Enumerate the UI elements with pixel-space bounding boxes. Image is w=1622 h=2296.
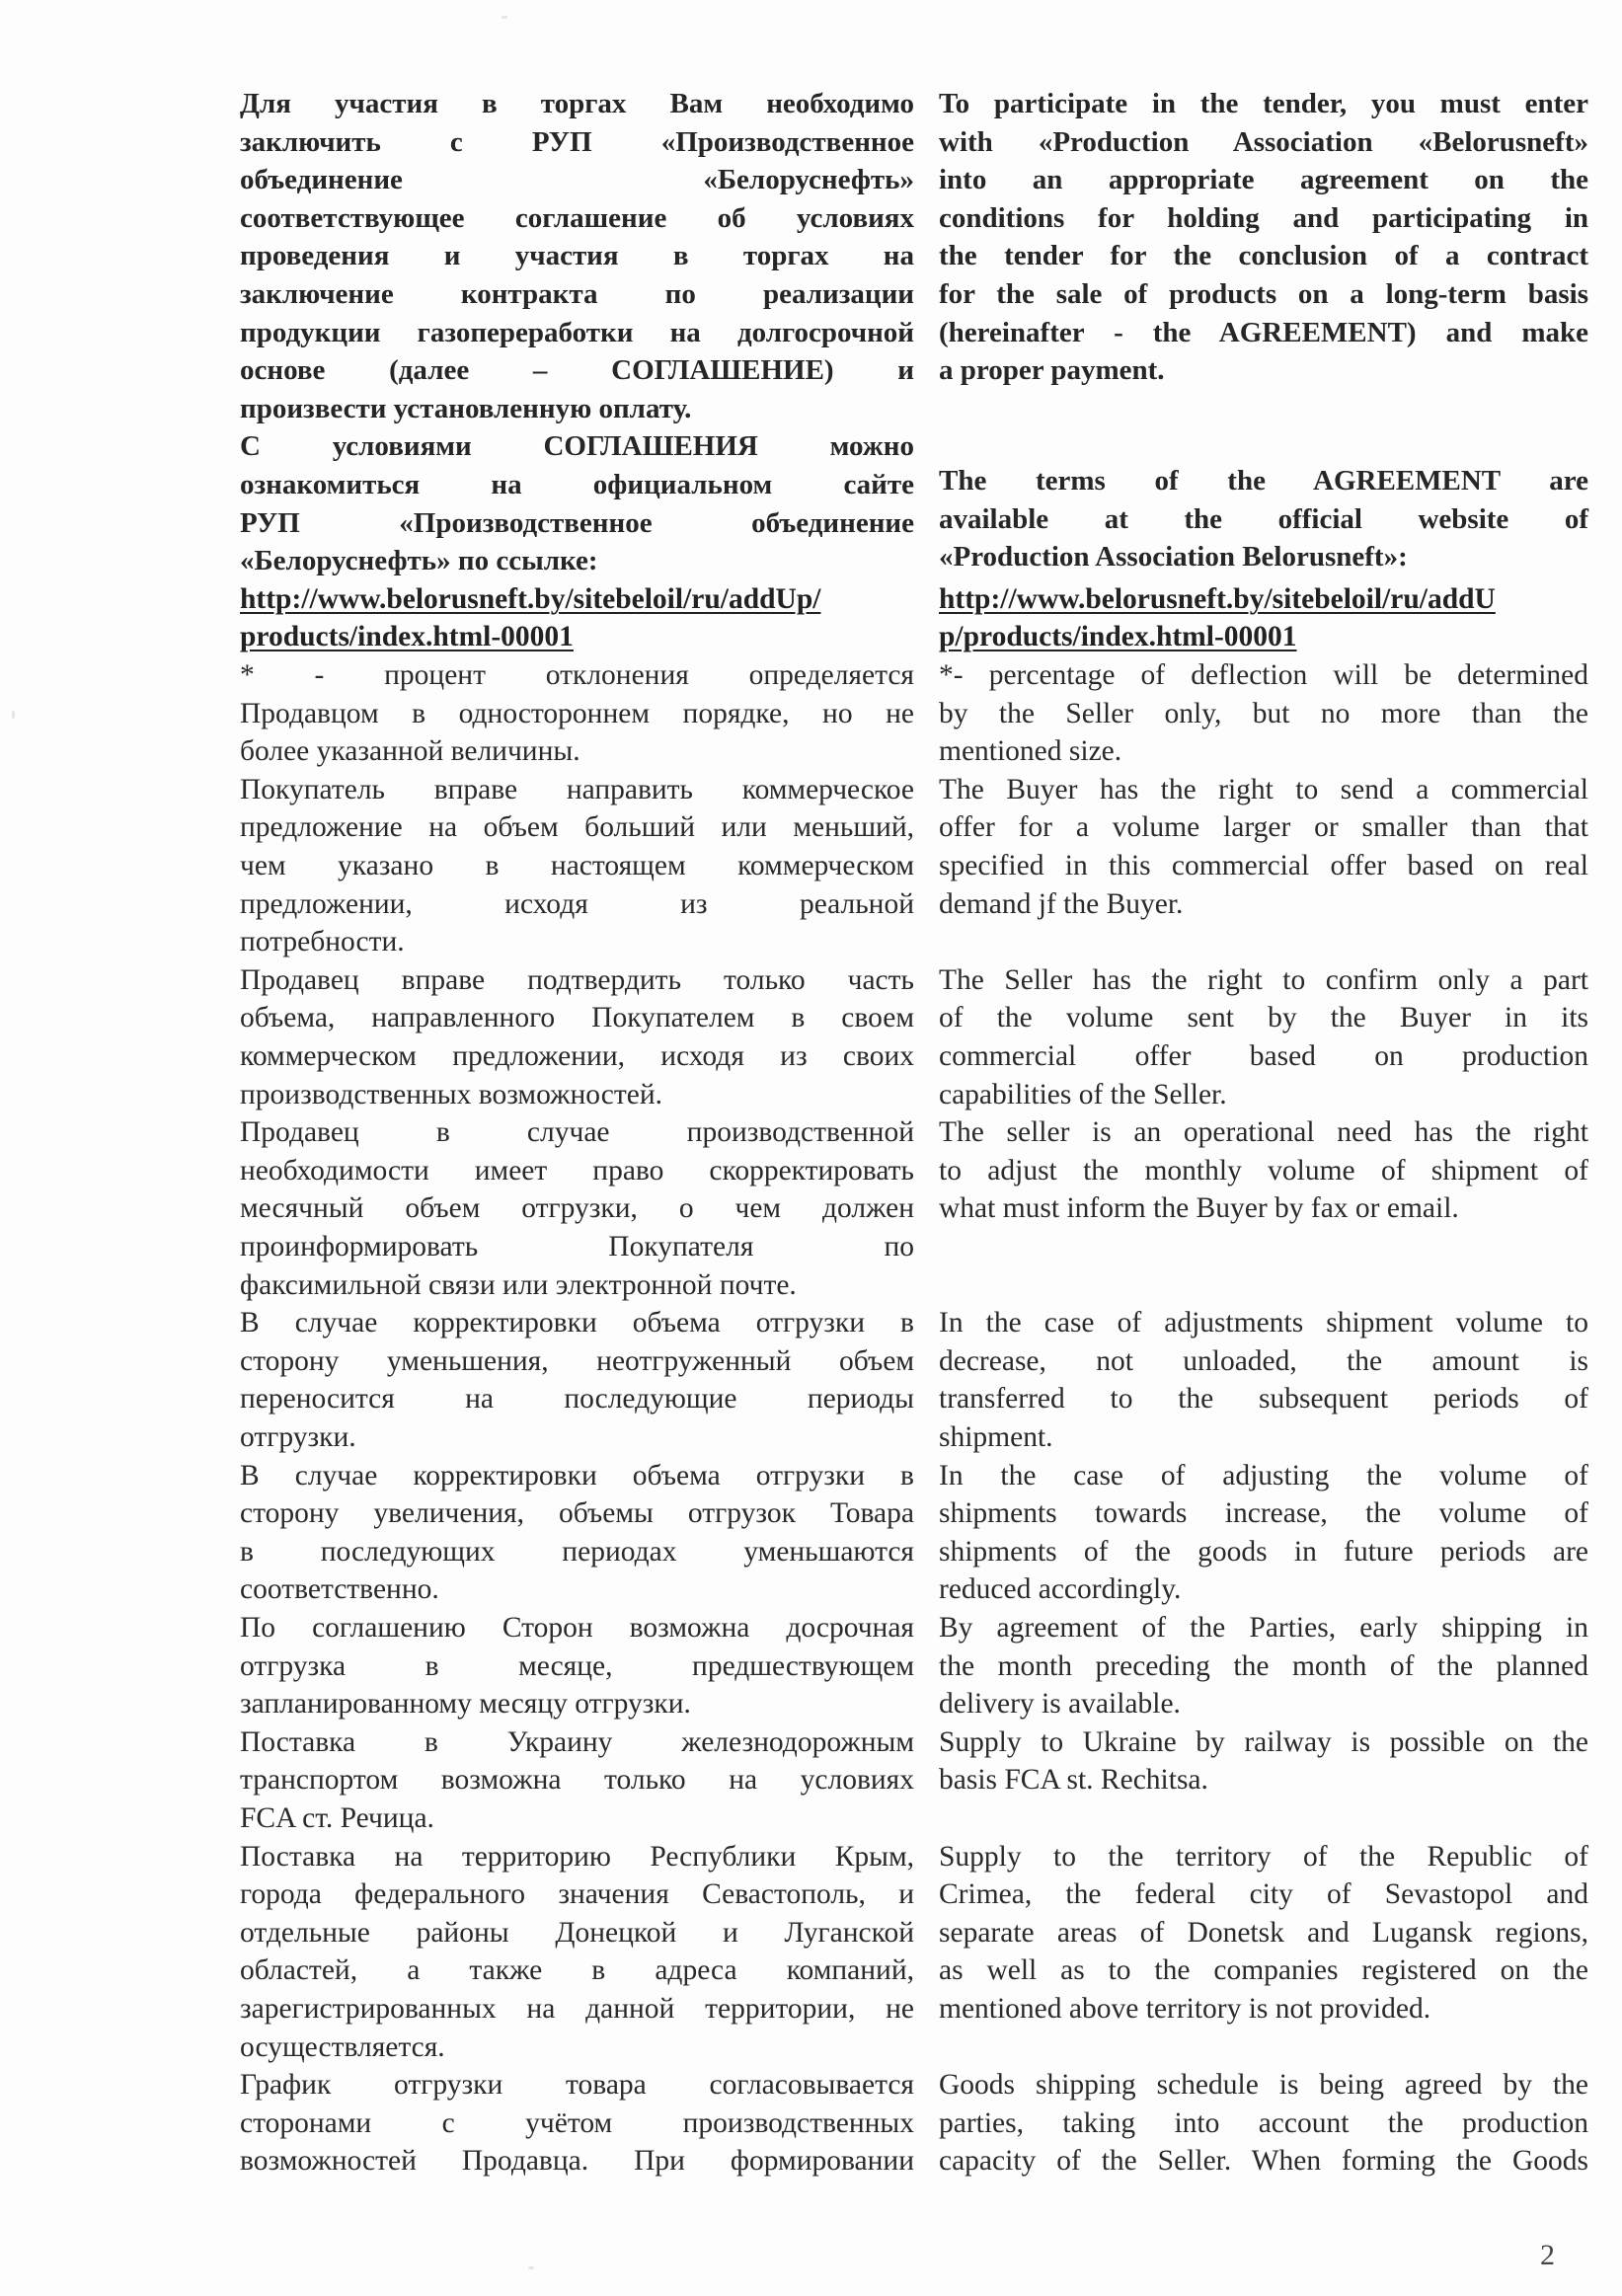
text-line: Поставка в Украину железнодорожным	[240, 1725, 914, 1758]
text-line: the month preceding the month of the planned	[939, 1649, 1588, 1682]
paragraph	[240, 427, 914, 579]
text-line: отгрузки.	[240, 1420, 356, 1453]
text-line: conditions for holding and participating in	[939, 201, 1588, 234]
agreement-link[interactable]	[939, 580, 1588, 656]
text-line: осуществляется.	[240, 2030, 445, 2063]
text-line: In the case of adjusting the volume of	[939, 1459, 1588, 1492]
paragraph	[240, 1723, 914, 1838]
text-line: отгрузка в месяце, предшествующем	[240, 1649, 914, 1682]
link-text-line[interactable]: p/products/index.html-00001	[939, 621, 1297, 653]
text-line: The Buyer has the right to send a commercial	[939, 773, 1588, 805]
text-line: объединение «Белоруснефть»	[240, 164, 914, 196]
text-line: what must inform the Buyer by fax or email.	[939, 1192, 1459, 1225]
paragraph	[939, 1838, 1588, 2028]
text-line: Продавец вправе подтвердить только часть	[240, 963, 914, 996]
text-line: decrease, not unloaded, the amount is	[939, 1344, 1588, 1377]
text-line: предложении, исходя из реальной	[240, 887, 914, 920]
text-line: «Production Association Belorusneft»:	[939, 541, 1408, 574]
text-line: ознакомиться на официальном сайте	[240, 468, 914, 500]
text-line: The Seller has the right to confirm only a part	[939, 963, 1588, 996]
text-line: FCA ст. Речица.	[240, 1801, 434, 1834]
paragraph	[939, 462, 1588, 576]
page-number: 2	[1540, 2239, 1555, 2271]
text-line: проведения и участия в торгах на	[240, 240, 914, 272]
text-line: Crimea, the federal city of Sevastopol and	[939, 1878, 1588, 1911]
text-line: shipments of the goods in future periods are	[939, 1535, 1588, 1568]
text-line: shipments towards increase, the volume of	[939, 1497, 1588, 1530]
text-line: separate areas of Donetsk and Lugansk regions,	[939, 1916, 1588, 1949]
link-text-line[interactable]: http://www.belorusneft.by/sitebeloil/ru/addU	[939, 582, 1496, 615]
text-line: чем указано в настоящем коммерческом	[240, 849, 914, 881]
text-line: заключить с РУП «Производственное	[240, 125, 914, 158]
text-line: capacity of the Seller. When forming the Goods	[939, 2145, 1588, 2178]
text-line: By agreement of the Parties, early shipping in	[939, 1612, 1588, 1644]
text-line: delivery is available.	[939, 1688, 1181, 1721]
text-line: (hereinafter - the AGREEMENT) and make	[939, 316, 1588, 348]
text-line: to adjust the monthly volume of shipment of	[939, 1154, 1588, 1186]
text-line: demand jf the Buyer.	[939, 887, 1184, 920]
text-line: областей, а также в адреса компаний,	[240, 1954, 914, 1987]
text-line: Поставка на территорию Республики Крым,	[240, 1840, 914, 1873]
text-line: производственных возможностей.	[240, 1078, 663, 1110]
text-line: with «Production Association «Belorusneft»	[939, 125, 1588, 158]
text-line: transferred to the subsequent periods of	[939, 1383, 1588, 1416]
paragraph	[240, 771, 914, 961]
text-line: заключение контракта по реализации	[240, 277, 914, 310]
paragraph	[240, 2066, 914, 2181]
text-line: To participate in the tender, you must enter	[939, 88, 1588, 119]
text-line: коммерческом предложении, исходя из своих	[240, 1039, 914, 1072]
text-line: продукции газопереработки на долгосрочной	[240, 316, 914, 348]
text-line: города федерального значения Севастополь, и	[240, 1878, 914, 1911]
text-line: В случае корректировки объема отгрузки в	[240, 1307, 914, 1339]
text-line: В случае корректировки объема отгрузки в	[240, 1459, 914, 1492]
paragraph	[240, 1113, 914, 1304]
text-line: mentioned size.	[939, 735, 1122, 768]
text-line: соответствующее соглашение об условиях	[240, 201, 914, 234]
text-line: основе (далее – СОГЛАШЕНИЕ) и	[240, 354, 914, 387]
scan-speck	[528, 2266, 534, 2269]
text-line: specified in this commercial offer based on real	[939, 849, 1588, 881]
paragraph	[939, 1457, 1588, 1609]
scan-speck	[502, 16, 507, 19]
text-line: потребности.	[240, 926, 405, 958]
text-line: Supply to Ukraine by railway is possible on the	[939, 1725, 1588, 1758]
text-line: месячный объем отгрузки, о чем должен	[240, 1192, 914, 1225]
link-text-line[interactable]: http://www.belorusneft.by/sitebeloil/ru/addUp/	[240, 582, 821, 615]
text-line: проинформировать Покупателя по	[240, 1230, 914, 1263]
text-line: РУП «Производственное объединение	[240, 506, 914, 539]
text-line: Покупатель вправе направить коммерческое	[240, 773, 914, 805]
text-line: транспортом возможна только на условиях	[240, 1764, 914, 1797]
text-line: предложение на объем больший или меньший,	[240, 811, 914, 844]
text-line: The seller is an operational need has the right	[939, 1116, 1588, 1149]
text-line: offer for a volume larger or smaller than that	[939, 811, 1588, 844]
paragraph	[939, 961, 1588, 1113]
text-line: for the sale of products on a long-term basis	[939, 277, 1588, 310]
text-line: shipment.	[939, 1420, 1053, 1453]
text-line: commercial offer based on production	[939, 1039, 1588, 1072]
text-line: факсимильной связи или электронной почте.	[240, 1268, 797, 1301]
paragraph	[939, 1723, 1588, 1799]
text-line: of the volume sent by the Buyer in its	[939, 1002, 1588, 1034]
agreement-link[interactable]	[240, 580, 914, 656]
text-line: Продавцом в одностороннем порядке, но не	[240, 697, 914, 729]
link-text-line[interactable]: products/index.html-00001	[240, 621, 574, 653]
paragraph	[240, 1304, 914, 1456]
text-line: объема, направленного Покупателем в своем	[240, 1002, 914, 1034]
paragraph	[939, 85, 1588, 390]
text-line: произвести установленную оплату.	[240, 392, 692, 424]
text-line: basis FCA st. Rechitsa.	[939, 1764, 1208, 1797]
text-line: into an appropriate agreement on the	[939, 164, 1588, 196]
text-line: переносится на последующие периоды	[240, 1383, 914, 1416]
text-line: as well as to the companies registered on the	[939, 1954, 1588, 1987]
paragraph	[240, 1609, 914, 1723]
text-line: в последующих периодах уменьшаются	[240, 1535, 914, 1568]
text-line: Продавец в случае производственной	[240, 1116, 914, 1149]
text-line: available at the official website of	[939, 502, 1588, 535]
text-line: In the case of adjustments shipment volume to	[939, 1307, 1588, 1339]
paragraph	[240, 1457, 914, 1609]
text-line: зарегистрированных на данной территории, не	[240, 1992, 914, 2025]
paragraph	[240, 961, 914, 1113]
text-line: С условиями СОГЛАШЕНИЯ можно	[240, 430, 914, 463]
text-line: возможностей Продавца. При формировании	[240, 2145, 914, 2178]
text-line: необходимости имеет право скорректировать	[240, 1154, 914, 1186]
text-line: «Белоруснефть» по ссылке:	[240, 545, 598, 577]
text-line: *- percentage of deflection will be determined	[939, 659, 1588, 691]
text-line: сторону увеличения, объемы отгрузок Товара	[240, 1497, 914, 1530]
paragraph	[939, 1609, 1588, 1723]
text-line: by the Seller only, but no more than the	[939, 697, 1588, 729]
scan-speck	[12, 711, 15, 719]
text-line: сторону уменьшения, неотгруженный объем	[240, 1344, 914, 1377]
text-line: the tender for the conclusion of a contract	[939, 240, 1588, 272]
text-line: capabilities of the Seller.	[939, 1078, 1227, 1110]
text-line: соответственно.	[240, 1573, 439, 1606]
text-line: запланированному месяцу отгрузки.	[240, 1688, 691, 1721]
text-line: Для участия в торгах Вам необходимо	[240, 88, 914, 119]
paragraph	[939, 656, 1588, 771]
text-line: reduced accordingly.	[939, 1573, 1182, 1606]
text-line: * - процент отклонения определяется	[240, 659, 914, 691]
text-line: более указанной величины.	[240, 735, 580, 768]
paragraph	[240, 85, 914, 427]
text-line: По соглашению Сторон возможна досрочная	[240, 1612, 914, 1644]
text-line: График отгрузки товара согласовывается	[240, 2069, 914, 2102]
paragraph	[240, 656, 914, 771]
text-line: отдельные районы Донецкой и Луганской	[240, 1916, 914, 1949]
text-line: Goods shipping schedule is being agreed by the	[939, 2069, 1588, 2102]
text-line: a proper payment.	[939, 354, 1165, 387]
text-line: parties, taking into account the production	[939, 2106, 1588, 2139]
text-line: mentioned above territory is not provided.	[939, 1992, 1431, 2025]
text-line: Supply to the territory of the Republic of	[939, 1840, 1588, 1873]
paragraph	[939, 1113, 1588, 1228]
paragraph	[939, 771, 1588, 923]
paragraph	[240, 1838, 914, 2067]
paragraph	[939, 2066, 1588, 2181]
text-line: The terms of the AGREEMENT are	[939, 465, 1588, 497]
text-line: сторонами с учётом производственных	[240, 2106, 914, 2139]
paragraph	[939, 1304, 1588, 1456]
